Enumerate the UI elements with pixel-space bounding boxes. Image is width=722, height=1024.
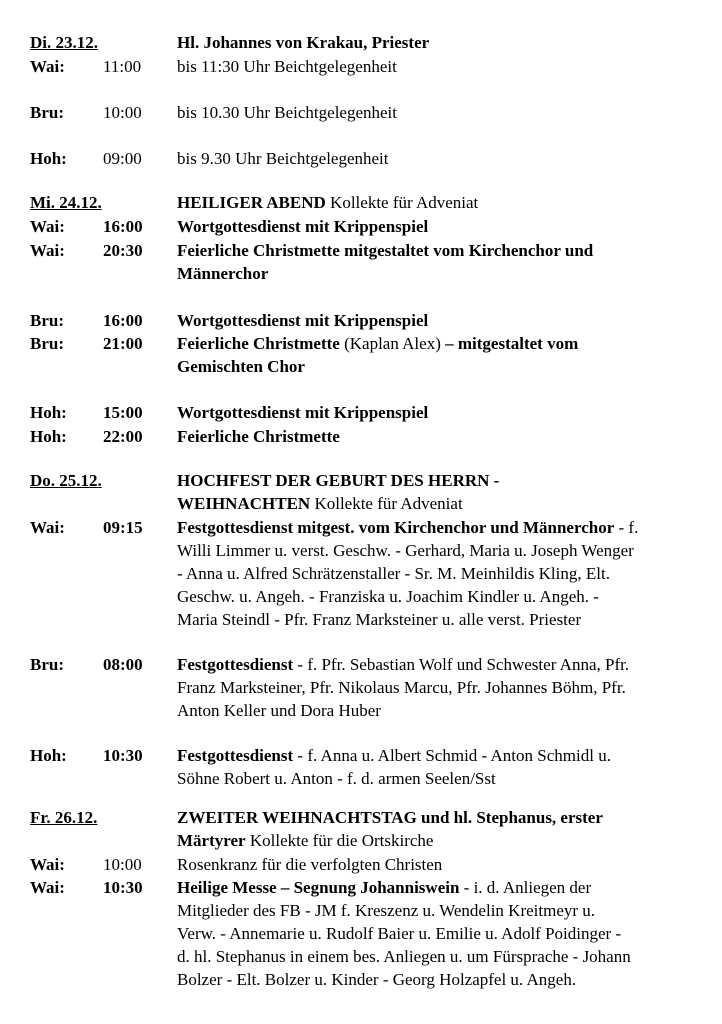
- section-header-tuesday: [0, 31, 722, 54]
- entry-continuation: Gemischten Chor: [177, 357, 305, 376]
- entry-time: 10:00: [103, 855, 142, 874]
- schedule-entry: [0, 401, 722, 424]
- entry-time: 09:00: [103, 149, 142, 168]
- entry-time: 20:30: [103, 241, 143, 260]
- section-title: ZWEITER WEIHNACHTSTAG und hl. Stephanus, erster: [177, 808, 603, 827]
- schedule-entry: [0, 516, 722, 539]
- entry-continuation: d. hl. Stephanus in einem bes. Anliegen u. um Fürsprache - Johann: [177, 947, 631, 966]
- entry-place: Wai:: [30, 878, 65, 897]
- schedule-entry: [0, 653, 722, 676]
- entry-time: 15:00: [103, 403, 143, 422]
- entry-place: Bru:: [30, 334, 64, 353]
- section-date: Di. 23.12.: [30, 33, 98, 52]
- entry-time: 21:00: [103, 334, 143, 353]
- entry-place: Wai:: [30, 855, 65, 874]
- section-title: HEILIGER ABEND Kollekte für Adveniat: [177, 193, 479, 212]
- entry-description: Feierliche Christmette (Kaplan Alex) – mitgestaltet vom: [177, 334, 579, 353]
- entry-continuation: Söhne Robert u. Anton - f. d. armen Seelen/Sst: [177, 769, 496, 788]
- entry-time: 11:00: [103, 57, 142, 76]
- schedule-entry: [0, 101, 722, 124]
- schedule-entry: [0, 425, 722, 448]
- entry-description: Rosenkranz für die verfolgten Christen: [177, 855, 443, 874]
- schedule-entry: [0, 309, 722, 332]
- schedule-entry: [0, 876, 722, 899]
- entry-description: Wortgottesdienst mit Krippenspiel: [177, 311, 429, 330]
- entry-continuation: Verw. - Annemarie u. Rudolf Baier u. Emilie u. Adolf Poidinger -: [177, 924, 622, 943]
- schedule-entry: [0, 853, 722, 876]
- entry-description: bis 9.30 Uhr Beichtgelegenheit: [177, 149, 389, 168]
- entry-place: Wai:: [30, 241, 65, 260]
- entry-continuation: Anton Keller und Dora Huber: [177, 701, 381, 720]
- schedule-entry: [0, 332, 722, 355]
- section-header-wednesday: [0, 191, 722, 214]
- section-title-continuation: Märtyrer Kollekte für die Ortskirche: [177, 831, 434, 850]
- schedule-entry: [0, 215, 722, 238]
- entry-time: 08:00: [103, 655, 143, 674]
- section-date: Fr. 26.12.: [30, 808, 98, 827]
- schedule-entry: [0, 147, 722, 170]
- entry-description: Festgottesdienst - f. Anna u. Albert Schmid - Anton Schmidl u.: [177, 746, 611, 765]
- entry-continuation: - Anna u. Alfred Schrätzenstaller - Sr. M. Meinhildis Kling, Elt.: [177, 564, 610, 583]
- entry-time: 09:15: [103, 518, 143, 537]
- entry-place: Bru:: [30, 311, 64, 330]
- schedule-entry: [0, 239, 722, 262]
- entry-description: Heilige Messe – Segnung Johanniswein - i. d. Anliegen der: [177, 878, 592, 897]
- entry-place: Hoh:: [30, 427, 67, 446]
- entry-time: 16:00: [103, 217, 143, 236]
- entry-continuation: Mitglieder des FB - JM f. Kreszenz u. Wendelin Kreitmeyr u.: [177, 901, 596, 920]
- entry-place: Hoh:: [30, 149, 67, 168]
- entry-time: 16:00: [103, 311, 143, 330]
- entry-time: 10:30: [103, 878, 143, 897]
- entry-time: 10:00: [103, 103, 142, 122]
- entry-continuation: Geschw. u. Angeh. - Franziska u. Joachim Kindler u. Angeh. -: [177, 587, 599, 606]
- entry-continuation: Willi Limmer u. verst. Geschw. - Gerhard, Maria u. Joseph Wenger: [177, 541, 634, 560]
- entry-description: Wortgottesdienst mit Krippenspiel: [177, 403, 429, 422]
- section-header-friday: [0, 806, 722, 829]
- entry-description: bis 10.30 Uhr Beichtgelegenheit: [177, 103, 398, 122]
- entry-description: Feierliche Christmette: [177, 427, 340, 446]
- section-date: Mi. 24.12.: [30, 193, 102, 212]
- section-title: Hl. Johannes von Krakau, Priester: [177, 33, 430, 52]
- entry-description: Wortgottesdienst mit Krippenspiel: [177, 217, 429, 236]
- entry-description: Feierliche Christmette mitgestaltet vom Kirchenchor und: [177, 241, 594, 260]
- schedule-entry: [0, 744, 722, 767]
- entry-continuation: Maria Steindl - Pfr. Franz Marksteiner u. alle verst. Priester: [177, 610, 582, 629]
- section-title-continuation: WEIHNACHTEN Kollekte für Adveniat: [177, 494, 463, 513]
- entry-description: Festgottesdienst - f. Pfr. Sebastian Wolf und Schwester Anna, Pfr.: [177, 655, 630, 674]
- entry-place: Wai:: [30, 57, 65, 76]
- entry-place: Hoh:: [30, 403, 67, 422]
- entry-time: 22:00: [103, 427, 143, 446]
- entry-place: Wai:: [30, 217, 65, 236]
- entry-continuation: Franz Marksteiner, Pfr. Nikolaus Marcu, Pfr. Johannes Böhm, Pfr.: [177, 678, 626, 697]
- entry-place: Bru:: [30, 103, 64, 122]
- entry-place: Hoh:: [30, 746, 67, 765]
- entry-place: Wai:: [30, 518, 65, 537]
- entry-time: 10:30: [103, 746, 143, 765]
- entry-continuation: Bolzer - Elt. Bolzer u. Kinder - Georg Holzapfel u. Angeh.: [177, 970, 577, 989]
- section-title: HOCHFEST DER GEBURT DES HERRN -: [177, 471, 500, 490]
- entry-description: bis 11:30 Uhr Beichtgelegenheit: [177, 57, 397, 76]
- schedule-entry: [0, 55, 722, 78]
- section-date: Do. 25.12.: [30, 471, 102, 490]
- section-header-thursday: [0, 469, 722, 492]
- entry-description: Festgottesdienst mitgest. vom Kirchenchor und Männerchor - f.: [177, 518, 639, 537]
- entry-place: Bru:: [30, 655, 64, 674]
- entry-continuation: Männerchor: [177, 264, 269, 283]
